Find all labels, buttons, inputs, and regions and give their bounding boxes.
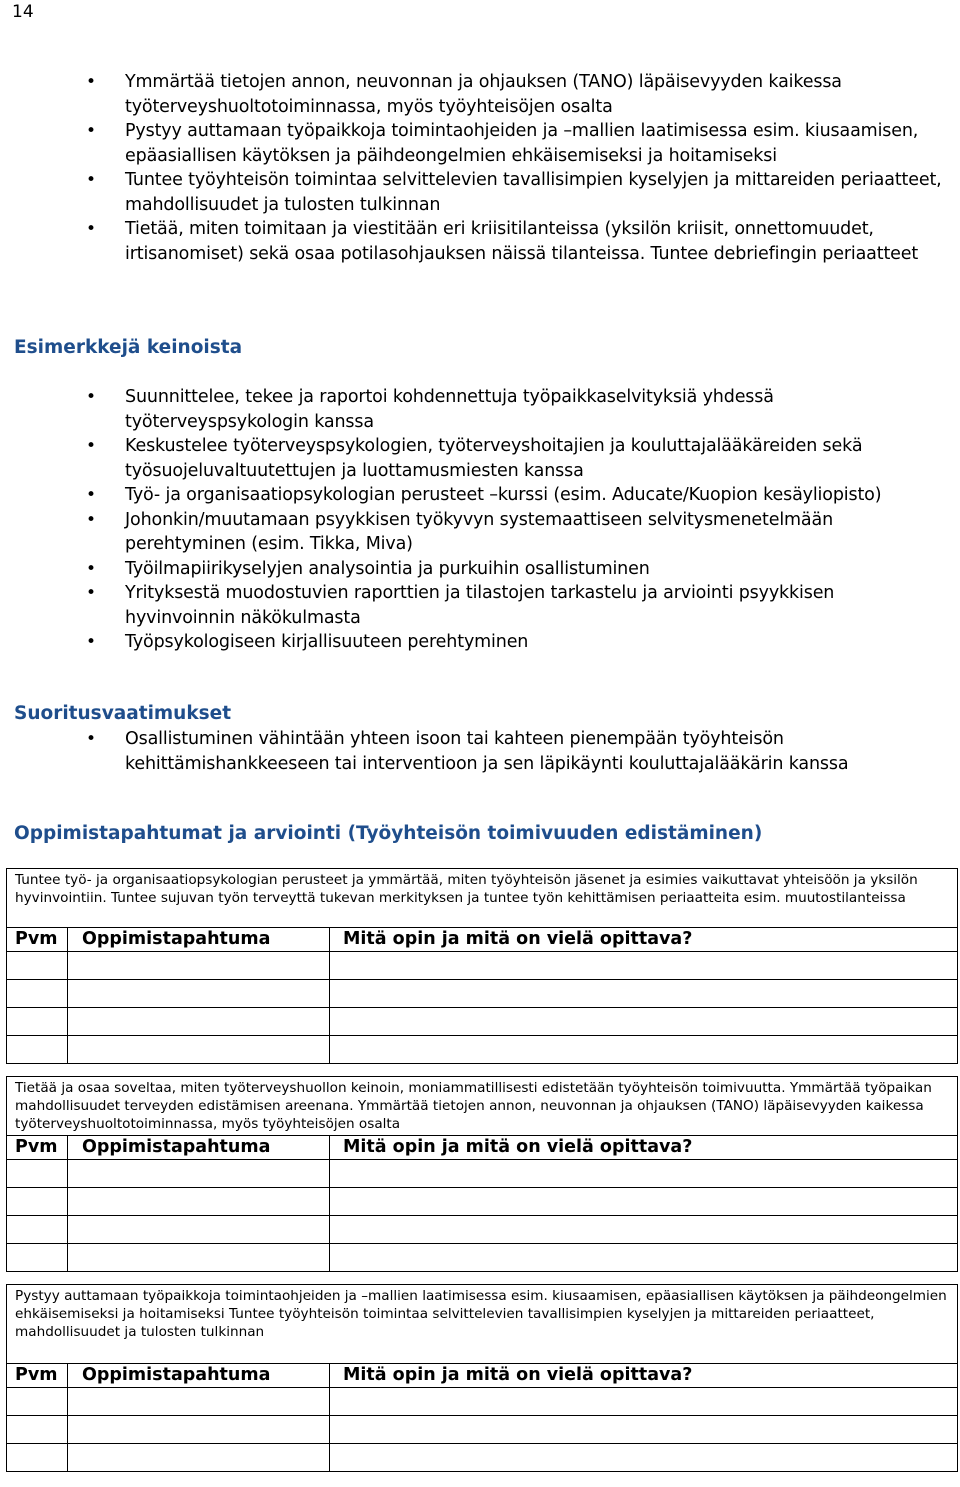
list-item: • Osallistuminen vähintään yhteen isoon tai kahteen pienempään työyhteisön kehittämishankkeeseen tai interventioon ja sen läpikäynti kouluttajalääkärin kanssa [0, 727, 960, 776]
table-header-row [7, 1136, 957, 1160]
learned-cell[interactable] [330, 1216, 957, 1243]
event-cell[interactable] [68, 952, 330, 979]
list-item: • Ymmärtää tietojen annon, neuvonnan ja ohjauksen (TANO) läpäisevyyden kaikessa työterveyshuoltotoiminnassa, myös työyhteisöjen osalta [0, 70, 960, 119]
event-cell[interactable] [68, 1216, 330, 1243]
date-cell[interactable] [7, 1188, 68, 1215]
event-cell[interactable] [68, 1416, 330, 1443]
header-date: Pvm [7, 1136, 68, 1159]
table-row [7, 1160, 957, 1188]
table-row [7, 1444, 957, 1471]
learned-cell[interactable] [330, 1444, 957, 1471]
event-cell[interactable] [68, 1160, 330, 1187]
table-row [7, 952, 957, 980]
learned-cell[interactable] [330, 1008, 957, 1035]
learned-cell[interactable] [330, 1188, 957, 1215]
table-row [7, 1244, 957, 1271]
list-item: • Suunnittelee, tekee ja raportoi kohdennettuja työpaikkaselvityksiä yhdessä työterveyspsykologin kanssa [0, 385, 960, 434]
date-cell[interactable] [7, 1216, 68, 1243]
header-learned: Mitä opin ja mitä on vielä opittava? [343, 1137, 693, 1157]
table-header-row [7, 928, 957, 952]
table-row [7, 1036, 957, 1063]
table-row [7, 1008, 957, 1036]
event-cell[interactable] [68, 1444, 330, 1471]
date-cell[interactable] [7, 1008, 68, 1035]
header-learned: Mitä opin ja mitä on vielä opittava? [343, 1365, 693, 1385]
table-row [7, 1388, 957, 1416]
table-description: Tuntee työ- ja organisaatiopsykologian perusteet ja ymmärtää, miten työyhteisön jäsenet ja esimies vaikuttavat yhteisöön ja yksilön hyvinvointiin. Tuntee sujuvan työn terveyttä tukevan merkityksen ja tuntee työn kehittämisen periaatteita esim. muutostilanteissa [7, 869, 957, 928]
learned-cell[interactable] [330, 1416, 957, 1443]
list-item: • Työilmapiirikyselyjen analysointia ja purkuihin osallistuminen [0, 557, 960, 582]
list-item: • Työ- ja organisaatiopsykologian perusteet –kurssi (esim. Aducate/Kuopion kesäyliopisto) [0, 483, 960, 508]
competency-list [0, 70, 960, 266]
table-row [7, 1188, 957, 1216]
event-cell[interactable] [68, 980, 330, 1007]
event-cell[interactable] [68, 1036, 330, 1063]
header-event: Oppimistapahtuma [68, 928, 330, 951]
table-description: Tietää ja osaa soveltaa, miten työterveyshuollon keinoin, moniammatillisesti edistetään työyhteisön toimivuutta. Ymmärtää työpaikan mahdollisuudet terveyden edistämisen areenana. Ymmärtää tietojen annon, neuvonnan ja ohjauksen (TANO) läpäisevyyden kaikessa työterveyshuoltotoiminnassa, myös työyhteisöjen osalta [7, 1077, 957, 1136]
date-cell[interactable] [7, 1160, 68, 1187]
date-cell[interactable] [7, 1244, 68, 1271]
header-date: Pvm [7, 928, 68, 951]
date-cell[interactable] [7, 1388, 68, 1415]
date-cell[interactable] [7, 1444, 68, 1471]
requirements-list [0, 727, 960, 776]
examples-heading: Esimerkkejä keinoista [14, 337, 243, 358]
page-number: 14 [12, 2, 34, 22]
learned-cell[interactable] [330, 980, 957, 1007]
learned-cell[interactable] [330, 1244, 957, 1271]
table-header-row [7, 1364, 957, 1388]
table-row [7, 1416, 957, 1444]
learning-table-3 [6, 1284, 958, 1472]
header-event: Oppimistapahtuma [68, 1364, 330, 1387]
list-item: • Yrityksestä muodostuvien raporttien ja tilastojen tarkastelu ja arviointi psyykkisen hyvinvoinnin näkökulmasta [0, 581, 960, 630]
learning-table-1 [6, 868, 958, 1064]
event-cell[interactable] [68, 1388, 330, 1415]
list-item: • Työpsykologiseen kirjallisuuteen perehtyminen [0, 630, 960, 655]
event-cell[interactable] [68, 1008, 330, 1035]
list-item: • Tietää, miten toimitaan ja viestitään eri kriisitilanteissa (yksilön kriisit, onnettomuudet, irtisanomiset) sekä osaa potilasohjauksen näissä tilanteissa. Tuntee debriefingin periaatteet [0, 217, 960, 266]
table-row [7, 1216, 957, 1244]
learned-cell[interactable] [330, 1036, 957, 1063]
event-cell[interactable] [68, 1244, 330, 1271]
learned-cell[interactable] [330, 1388, 957, 1415]
table-row [7, 980, 957, 1008]
date-cell[interactable] [7, 1036, 68, 1063]
event-cell[interactable] [68, 1188, 330, 1215]
date-cell[interactable] [7, 980, 68, 1007]
table-description: Pystyy auttamaan työpaikkoja toimintaohjeiden ja –mallien laatimisessa esim. kiusaamisen, epäasiallisen käytöksen ja päihdeongelmien ehkäisemiseksi ja hoitamiseksi Tuntee työyhteisön toimintaa selvittelevien tavallisimpien kyselyjen ja mittareiden periaatteet, mahdollisuudet ja tulosten tulkinnan [7, 1285, 957, 1364]
header-date: Pvm [7, 1364, 68, 1387]
list-item: • Keskustelee työterveyspsykologien, työterveyshoitajien ja kouluttajalääkäreiden sekä työsuojeluvaltuutettujen ja luottamusmiesten kanssa [0, 434, 960, 483]
header-event: Oppimistapahtuma [68, 1136, 330, 1159]
list-item: • Johonkin/muutamaan psyykkisen työkyvyn systemaattiseen selvitysmenetelmään perehtyminen (esim. Tikka, Miva) [0, 508, 960, 557]
list-item: • Pystyy auttamaan työpaikkoja toimintaohjeiden ja –mallien laatimisessa esim. kiusaamisen, epäasiallisen käytöksen ja päihdeongelmien ehkäisemiseksi ja hoitamiseksi [0, 119, 960, 168]
events-heading: Oppimistapahtumat ja arviointi (Työyhteisön toimivuuden edistäminen) [14, 823, 763, 844]
list-item: • Tuntee työyhteisön toimintaa selvittelevien tavallisimpien kyselyjen ja mittareiden periaatteet, mahdollisuudet ja tulosten tulkinnan [0, 168, 960, 217]
header-learned: Mitä opin ja mitä on vielä opittava? [343, 929, 693, 949]
learned-cell[interactable] [330, 1160, 957, 1187]
date-cell[interactable] [7, 1416, 68, 1443]
learned-cell[interactable] [330, 952, 957, 979]
learning-table-2 [6, 1076, 958, 1272]
examples-list [0, 385, 960, 655]
requirements-heading: Suoritusvaatimukset [14, 703, 232, 724]
date-cell[interactable] [7, 952, 68, 979]
